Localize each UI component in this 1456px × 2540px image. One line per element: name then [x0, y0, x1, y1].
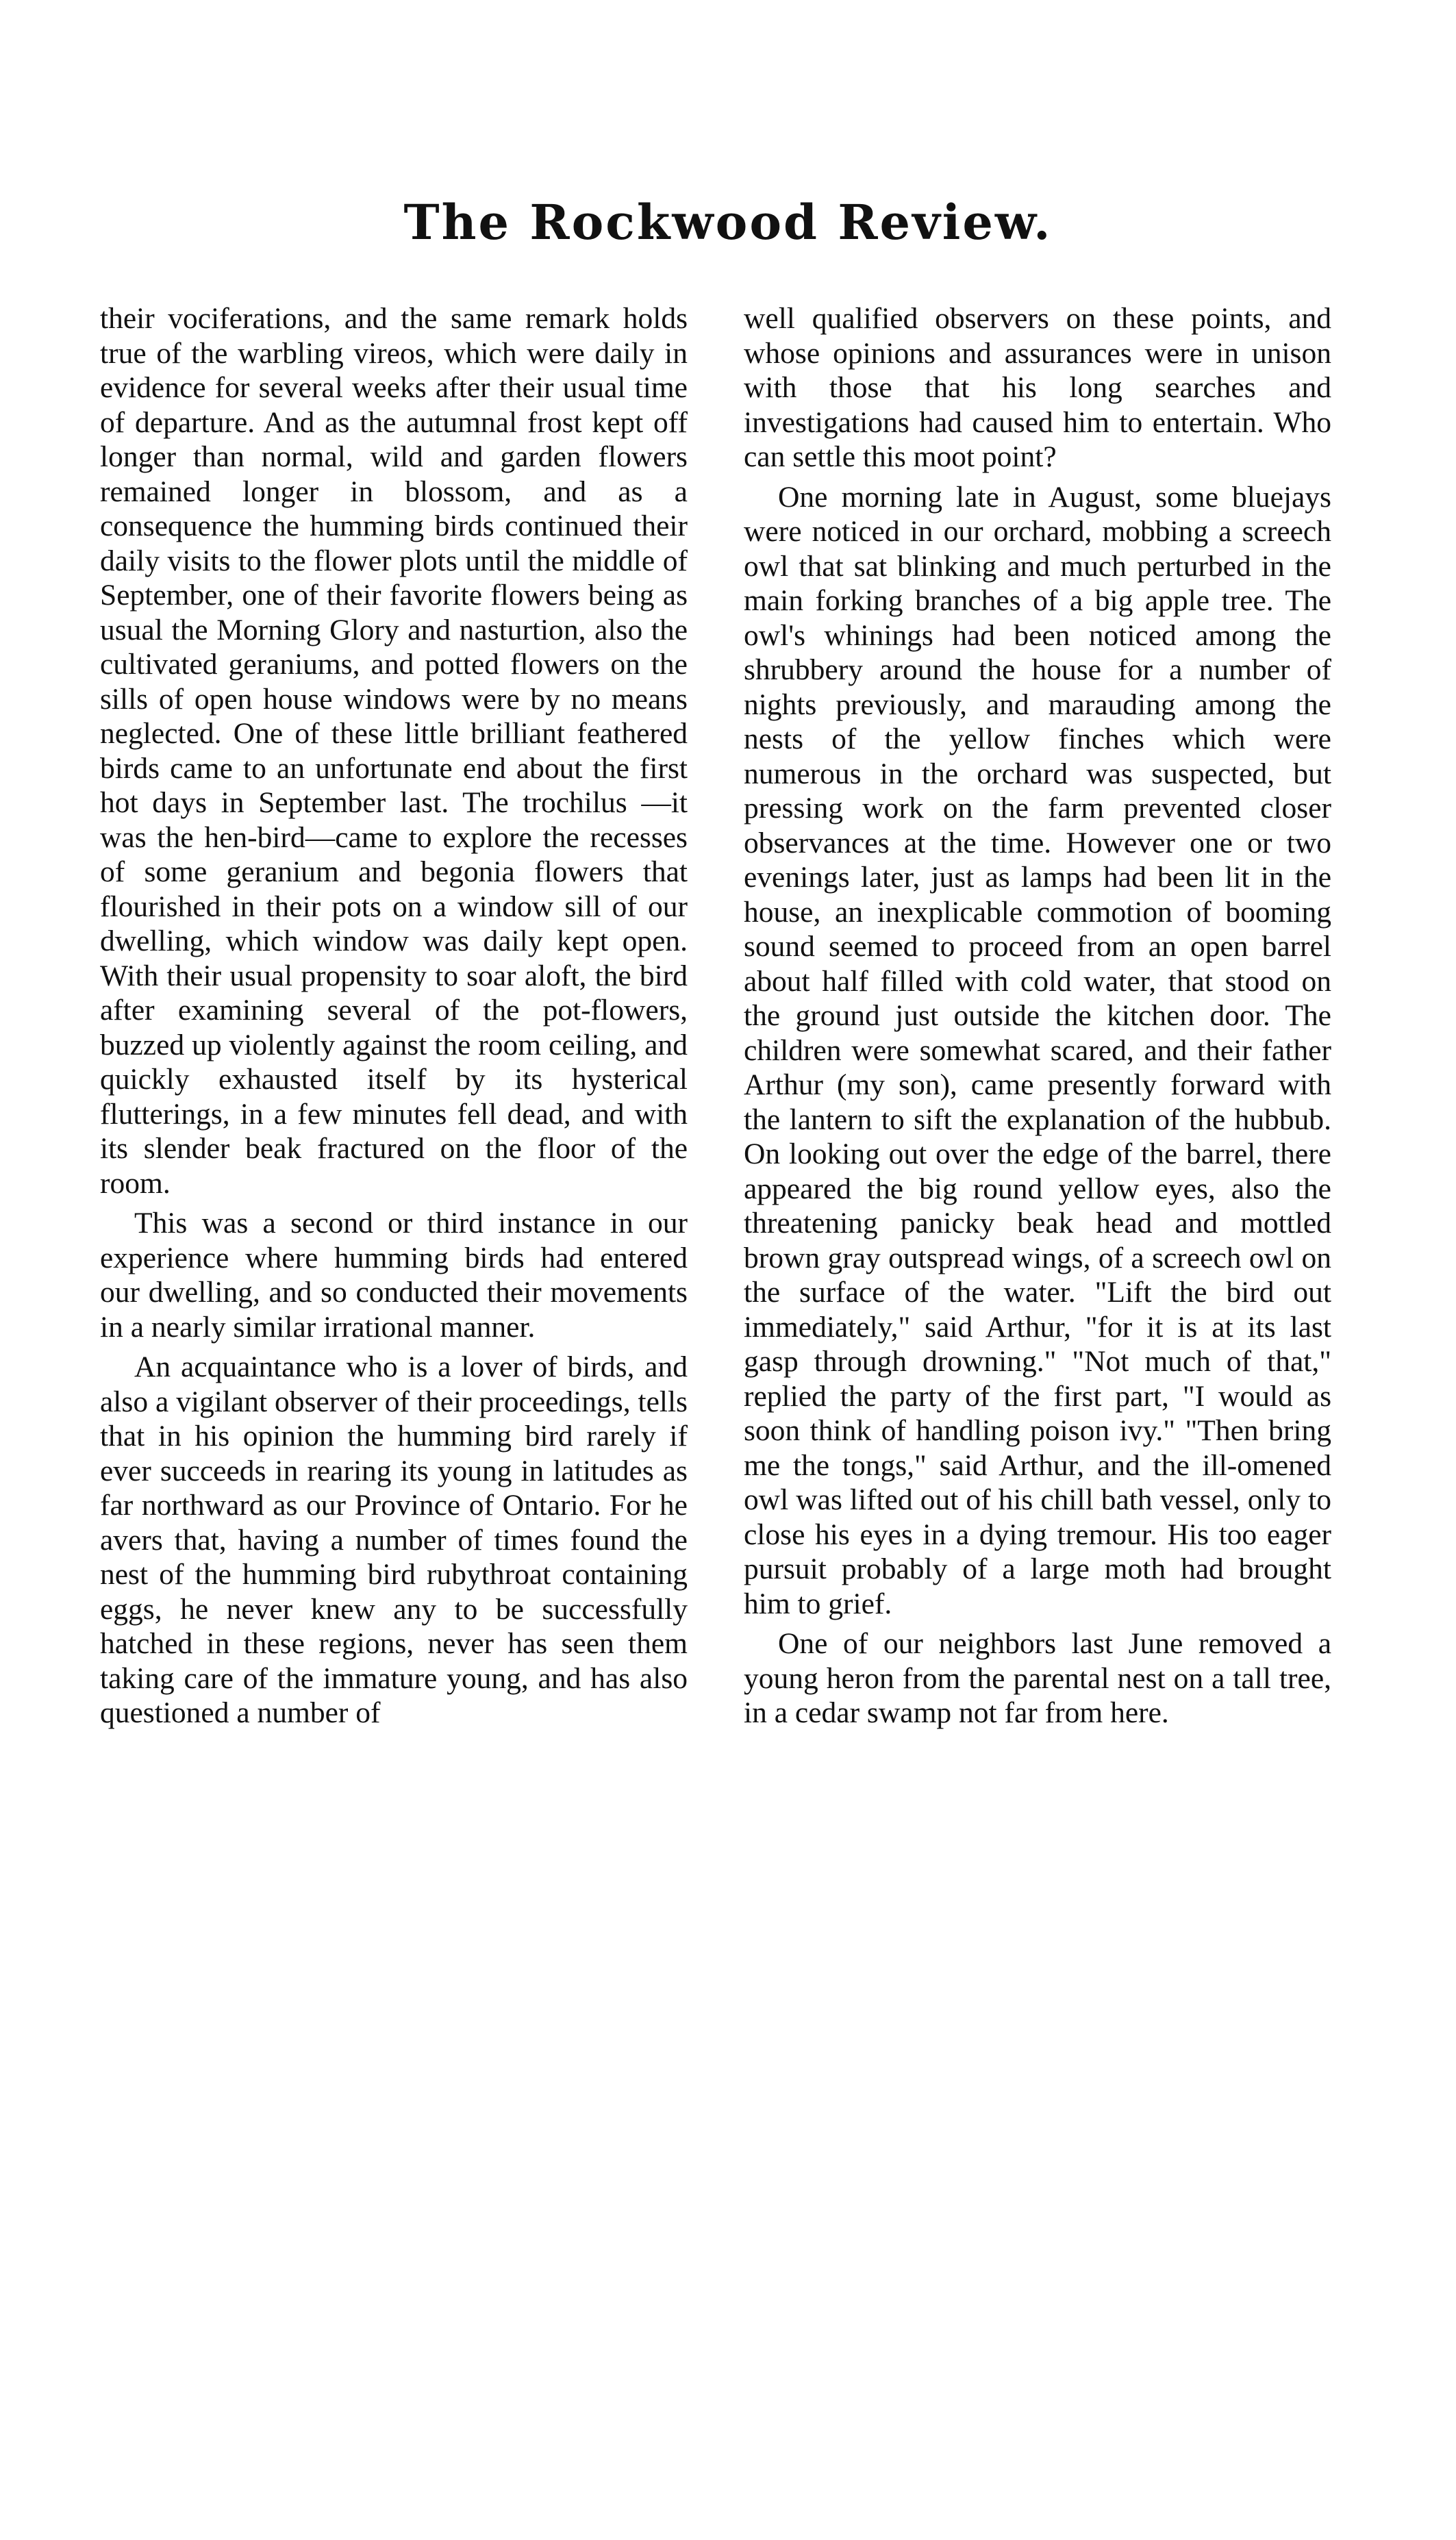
page-header-title: The Rockwood Review.: [403, 194, 1053, 251]
paragraph: One morning late in August, some bluejays were noticed in our orchard, mobbing a screech owl that sat blinking and much perturbed in the main forking branches of a big apple tree. The owl's whinings had been noticed among the shrubbery around the house for a number of nights previously, and marauding among the nests of the yellow finches which were numerous in the orchard was suspected, but pressing work on the farm prevented closer observances at the time. However one or two evenings later, just as lamps had been lit in the house, an inexplicable commotion of booming sound seemed to proceed from an open barrel about half filled with cold water, that stood on the ground just outside the kitchen door. The children were somewhat scared, and their father Arthur (my son), came presently forward with the lantern to sift the explanation of the hubbub. On looking out over the edge of the barrel, there appeared the big round yellow eyes, also the threatening panicky beak head and mottled brown gray outspread wings, of a screech owl on the surface of the water. "Lift the bird out immediately," said Arthur, "for it is at its last gasp through drowning." "Not much of that," replied the party of the first part, "I would as soon think of handling poison ivy." "Then bring me the tongs," said Arthur, and the ill-omened owl was lifted out of his chill bath vessel, only to close his eyes in a dying tremour. His too eager pursuit probably of a large moth had brought him to grief.: [744, 480, 1331, 1620]
right-column: [744, 301, 1331, 1731]
paragraph: well qualified observers on these points, and whose opinions and assurances were in unison with those that his long searches and investigations had caused him to entertain. Who can settle this moot point?: [744, 302, 1331, 473]
paragraph: One of our neighbors last June removed a young heron from the parental nest on a tall tree, in a cedar swamp not far from here.: [744, 1627, 1331, 1729]
paragraph: This was a second or third instance in our experience where humming birds had entered our dwelling, and so conducted their movements in a nearly similar irrational manner.: [100, 1207, 688, 1344]
left-column: [100, 301, 688, 1731]
paragraph: An acquaintance who is a lover of birds, and also a vigilant observer of their proceedings, tells that in his opinion the humming bird rarely if ever succeeds in rearing its young in latitudes as far northward as our Province of Ontario. For he avers that, having a number of times found the nest of the humming bird rubythroat containing eggs, he never knew any to be successfully hatched in these regions, never has seen them taking care of the immature young, and has also questioned a number of: [100, 1350, 688, 1729]
paragraph: their vociferations, and the same remark holds true of the warbling vireos, which were daily in evidence for several weeks after their usual time of departure. And as the autumnal frost kept off longer than normal, wild and garden flowers remained longer in blossom, and as a consequence the humming birds continued their daily visits to the flower plots until the middle of September, one of their favorite flowers being as usual the Morning Glory and nasturtion, also the cultivated geraniums, and potted flowers on the sills of open house windows were by no means neglected. One of these little brilliant feathered birds came to an unfortunate end about the first hot days in September last. The trochilus —it was the hen-bird—came to explore the recesses of some geranium and begonia flowers that flourished in their pots on a window sill of our dwelling, which window was daily kept open. With their usual propensity to soar aloft, the bird after examining several of the pot-flowers, buzzed up violently against the room ceiling, and quickly exhausted itself by its hysterical flutterings, in a few minutes fell dead, and with its slender beak fractured on the floor of the room.: [100, 302, 688, 1200]
